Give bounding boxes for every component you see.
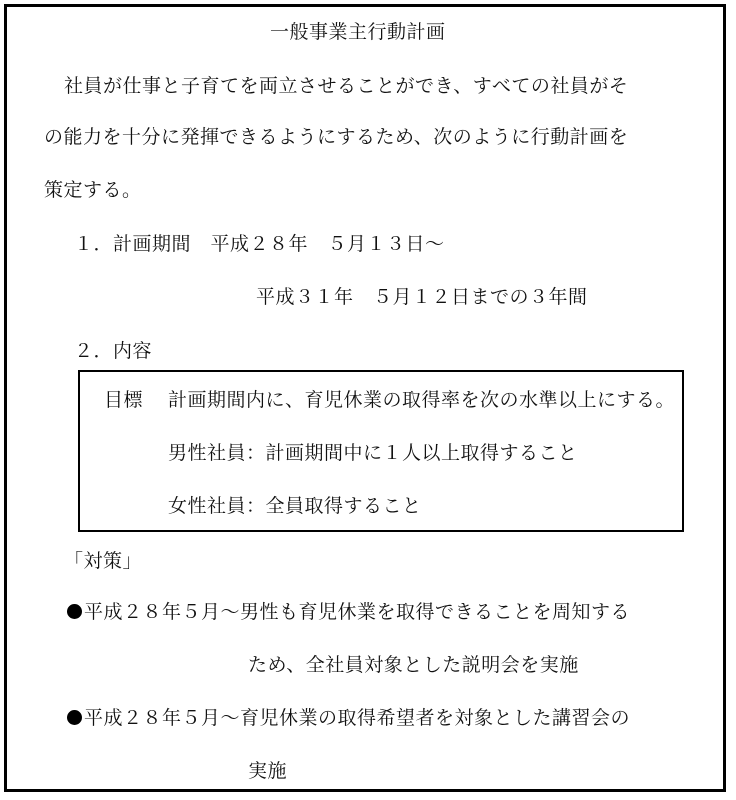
- document-title: 一般事業主行動計画: [270, 21, 446, 43]
- male-employee-goal: 男性社員：計画期間中に１人以上取得すること: [168, 442, 578, 464]
- goal-text: 計画期間内に、育児休業の取得率を次の水準以上にする。: [168, 389, 676, 411]
- intro-line-1: 社員が仕事と子育てを両立させることができ、すべての社員がそ: [64, 75, 629, 97]
- intro-line-2: の能力を十分に発揮できるようにするため、次のように行動計画を: [44, 126, 629, 148]
- plan-period-line-2: 平成３１年 ５月１２日までの３年間: [256, 286, 588, 308]
- goal-label: 目標: [104, 389, 144, 411]
- measure-item-2-line-1: 平成２８年５月～育児休業の取得希望者を対象とした講習会の: [84, 707, 631, 729]
- measure-item-2-line-2: 実施: [248, 760, 288, 782]
- bullet-icon: [67, 710, 82, 725]
- measures-heading: 「対策」: [64, 550, 143, 572]
- content-heading: ２．内容: [74, 340, 153, 362]
- measure-item-1-line-2: ため、全社員対象とした説明会を実施: [248, 654, 579, 676]
- measure-item-1-line-1: 平成２８年５月～男性も育児休業を取得できることを周知する: [84, 601, 631, 623]
- intro-line-3: 策定する。: [44, 179, 142, 201]
- bullet-icon: [67, 604, 82, 619]
- female-employee-goal: 女性社員：全員取得すること: [168, 495, 422, 517]
- plan-period-line-1: １．計画期間 平成２８年 ５月１３日～: [74, 233, 445, 255]
